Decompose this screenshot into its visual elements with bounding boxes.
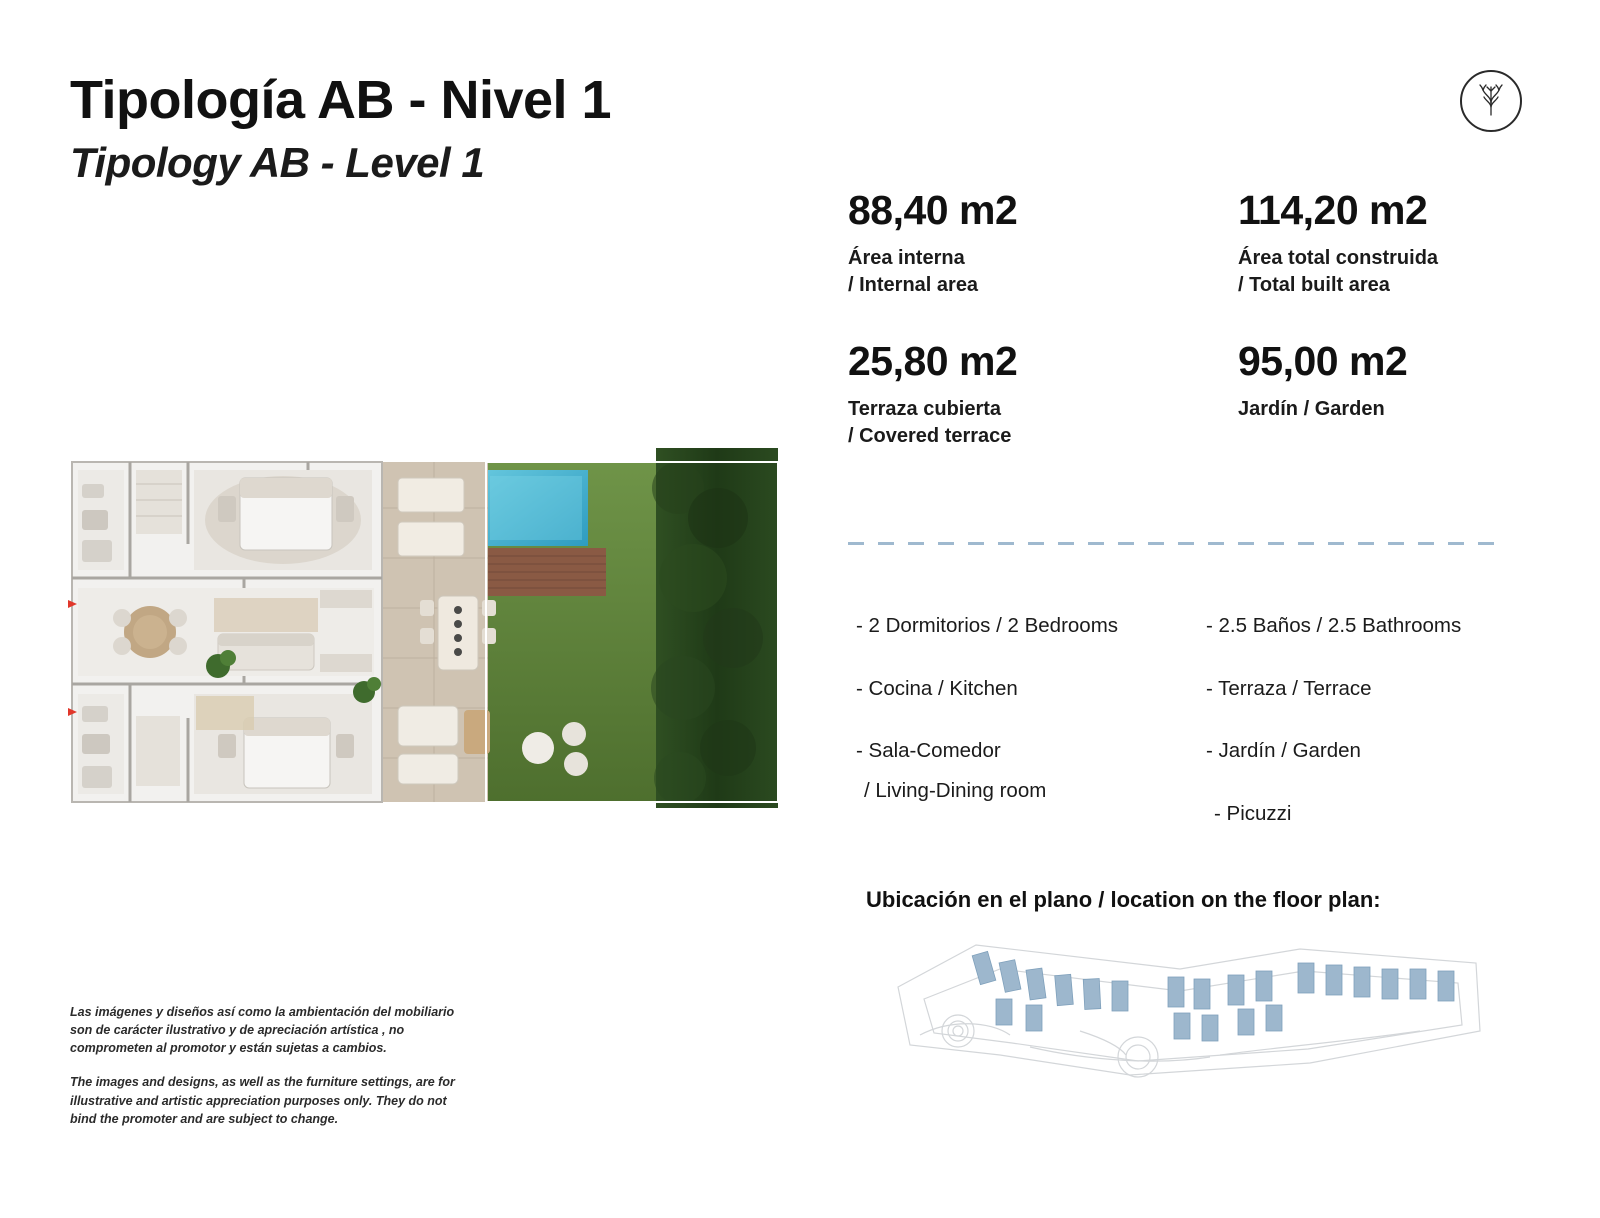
site-plan-illustration — [880, 935, 1500, 1095]
list-item: - 2 Dormitorios / 2 Bedrooms — [856, 614, 1119, 637]
page-subtitle: Tipology AB - Level 1 — [70, 138, 485, 186]
stat-garden — [1238, 339, 1508, 450]
stat-covered-terrace — [848, 339, 1238, 450]
site-plan-map — [880, 935, 1500, 1095]
list-item: / Living-Dining room — [864, 779, 1047, 803]
stat-value: 25,80 m2 — [848, 338, 1018, 385]
list-item: - Picuzzi — [1214, 802, 1292, 826]
list-item: - Sala-Comedor — [856, 739, 1001, 763]
coral-tree-icon — [1471, 81, 1511, 121]
stat-value: 95,00 m2 — [1238, 338, 1408, 385]
stat-label-en: / Internal area — [848, 274, 979, 297]
disclaimer — [70, 1003, 470, 1144]
stat-total-built-area — [1238, 188, 1508, 299]
list-item: - Cocina / Kitchen — [856, 676, 1018, 700]
stats-row-2 — [848, 339, 1508, 450]
stat-label-es: Área interna — [848, 247, 965, 270]
brand-logo — [1460, 70, 1522, 132]
stat-value: 88,40 m2 — [848, 187, 1018, 233]
list-item: - 2.5 Baños / 2.5 Bathrooms — [1206, 614, 1462, 637]
stat-value: 114,20 m2 — [1238, 187, 1428, 233]
stat-label-es: Jardín / Garden — [1238, 398, 1385, 421]
disclaimer-en: The images and designs, as well as the furniture settings, are for illustrative and artistic appreciation purposes only. They do not bind the promoter and are subject to change. — [70, 1075, 455, 1126]
feature-column-left — [856, 612, 1206, 863]
section-divider — [848, 542, 1496, 545]
page-title-block — [70, 72, 611, 187]
stats-row-1 — [848, 188, 1508, 299]
stat-label-es: Área total construida — [1238, 247, 1439, 270]
location-title: Ubicación en el plano / location on the floor plan: — [866, 887, 1381, 912]
feature-list — [856, 612, 1506, 863]
feature-column-right — [1206, 612, 1506, 863]
page-title: Tipología AB - Nivel 1 — [70, 70, 612, 130]
stat-label-es: Terraza cubierta — [848, 398, 1002, 421]
stat-internal-area — [848, 188, 1238, 299]
floor-plan-illustration — [68, 448, 794, 816]
list-item: - Jardín / Garden — [1206, 739, 1361, 763]
stat-label-en: / Total built area — [1238, 274, 1390, 297]
list-item: - Terraza / Terrace — [1206, 676, 1372, 700]
area-stats — [848, 188, 1508, 490]
disclaimer-es: Las imágenes y diseños así como la ambientación del mobiliario son de carácter ilustrativo y de apreciación artística , no comprometen al promotor y están sujetas a cambios. — [70, 1005, 455, 1056]
floor-plan-render — [68, 448, 794, 816]
stat-label-en: / Covered terrace — [848, 425, 1012, 448]
